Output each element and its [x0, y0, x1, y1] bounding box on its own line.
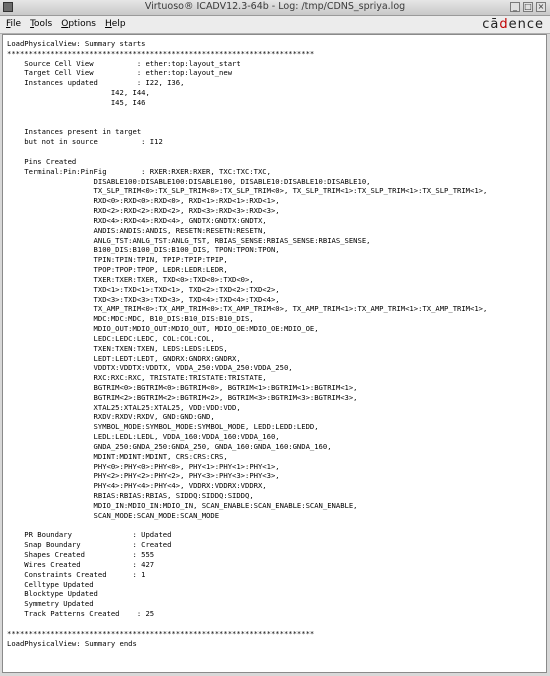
window-title: Virtuoso® ICADV12.3-64b - Log: /tmp/CDNS_spriya.log — [144, 1, 406, 12]
cadence-logo — [482, 17, 544, 32]
menu-bar — [0, 16, 550, 34]
close-button[interactable]: × — [537, 2, 545, 11]
brand-prefix: cā — [482, 17, 500, 32]
brand-suffix: ence — [508, 17, 544, 32]
window-controls — [510, 2, 546, 12]
menu-file[interactable]: File — [6, 19, 22, 29]
log-panel[interactable] — [2, 34, 547, 673]
menu-tools[interactable]: Tools — [30, 19, 53, 29]
menu-options[interactable]: Options — [61, 19, 96, 29]
maximize-button[interactable]: □ — [524, 2, 532, 11]
title-bar[interactable] — [0, 0, 550, 16]
brand-accent: d — [499, 17, 509, 32]
minimize-button[interactable]: _ — [510, 2, 520, 12]
menu-help[interactable]: Help — [105, 19, 126, 29]
log-text: LoadPhysicalView: Summary starts *********************************************************************** Source Cell View : ether:top:layout_start Target Cell View : ether:top:layout_new Instances updated : I22, I36, I42, I44, I45, I46 Instances present in target but not in source : I12 Pins Created Terminal:Pin:PinFig : RXER:RXER:RXER, TXC:TXC:TXC, DISABLE100:DISABLE100:DISABLE100, DISABLE10:DISABLE10:DISABLE10, TX_SLP_TRIM<0>:TX_SLP_TRIM<0>:TX_SLP_TRIM<0>, TX_SLP_TRIM<1>:TX_SLP_TRIM<1>:TX_SLP_TRIM<1>, RXD<0>:RXD<0>:RXD<0>, RXD<1>:RXD<1>:RXD<1>, RXD<2>:RXD<2>:RXD<2>, RXD<3>:RXD<3>:RXD<3>, RXD<4>:RXD<4>:RXD<4>, GNDTX:GNDTX:GNDTX, ANDIS:ANDIS:ANDIS, RESETN:RESETN:RESETN, ANLG_TST:ANLG_TST:ANLG_TST, RBIAS_SENSE:RBIAS_SENSE:RBIAS_SENSE, B100_DIS:B100_DIS:B100_DIS, TPON:TPON:TPON, TPIN:TPIN:TPIN, TPIP:TPIP:TPIP, TPOP:TPOP:TPOP, LEDR:LEDR:LEDR, TXER:TXER:TXER, TXD<0>:TXD<0>:TXD<0>, TXD<1>:TXD<1>:TXD<1>, TXD<2>:TXD<2>:TXD<2>, TXD<3>:TXD<3>:TXD<3>, TXD<4>:TXD<4>:TXD<4>, TX_AMP_TRIM<0>:TX_AMP_TRIM<0>:TX_AMP_TRIM<0>, TX_AMP_TRIM<1>:TX_AMP_TRIM<1>:TX_AMP_TRIM<1>, MDC:MDC:MDC, B10_DIS:B10_DIS:B10_DIS, MDIO_OUT:MDIO_OUT:MDIO_OUT, MDIO_OE:MDIO_OE:MDIO_OE, LEDC:LEDC:LEDC, COL:COL:COL, TXEN:TXEN:TXEN, LEDS:LEDS:LEDS, LEDT:LEDT:LEDT, GNDRX:GNDRX:GNDRX, VDDTX:VDDTX:VDDTX, VDDA_250:VDDA_250:VDDA_250, RXC:RXC:RXC, TRISTATE:TRISTATE:TRISTATE, BGTRIM<0>:BGTRIM<0>:BGTRIM<0>, BGTRIM<1>:BGTRIM<1>:BGTRIM<1>, BGTRIM<2>:BGTRIM<2>:BGTRIM<2>, BGTRIM<3>:BGTRIM<3>:BGTRIM<3>, XTAL25:XTAL25:XTAL25, VDD:VDD:VDD, RXDV:RXDV:RXDV, GND:GND:GND, SYMBOL_MODE:SYMBOL_MODE:SYMBOL_MODE, LEDD:LEDD:LEDD, LEDL:LEDL:LEDL, VDDA_160:VDDA_160:VDDA_160, GNDA_250:GNDA_250:GNDA_250, GNDA_160:GNDA_160:GNDA_160, MDINT:MDINT:MDINT, CRS:CRS:CRS, PHY<0>:PHY<0>:PHY<0>, PHY<1>:PHY<1>:PHY<1>, PHY<2>:PHY<2>:PHY<2>, PHY<3>:PHY<3>:PHY<3>, PHY<4>:PHY<4>:PHY<4>, VDDRX:VDDRX:VDDRX, RBIAS:RBIAS:RBIAS, SIDDQ:SIDDQ:SIDDQ, MDIO_IN:MDIO_IN:MDIO_IN, SCAN_ENABLE:SCAN_ENABLE:SCAN_ENABLE, SCAN_MODE:SCAN_MODE:SCAN_MODE PR Boundary : Updated Snap Boundary : Created Shapes Created : 555 Wires Created : 427 Constraints Created : 1 Celltype Updated Blocktype Updated Symmetry Updated Track Patterns Created : 25 *********************************************************************** LoadPhysicalView: Summary ends — [7, 39, 488, 648]
